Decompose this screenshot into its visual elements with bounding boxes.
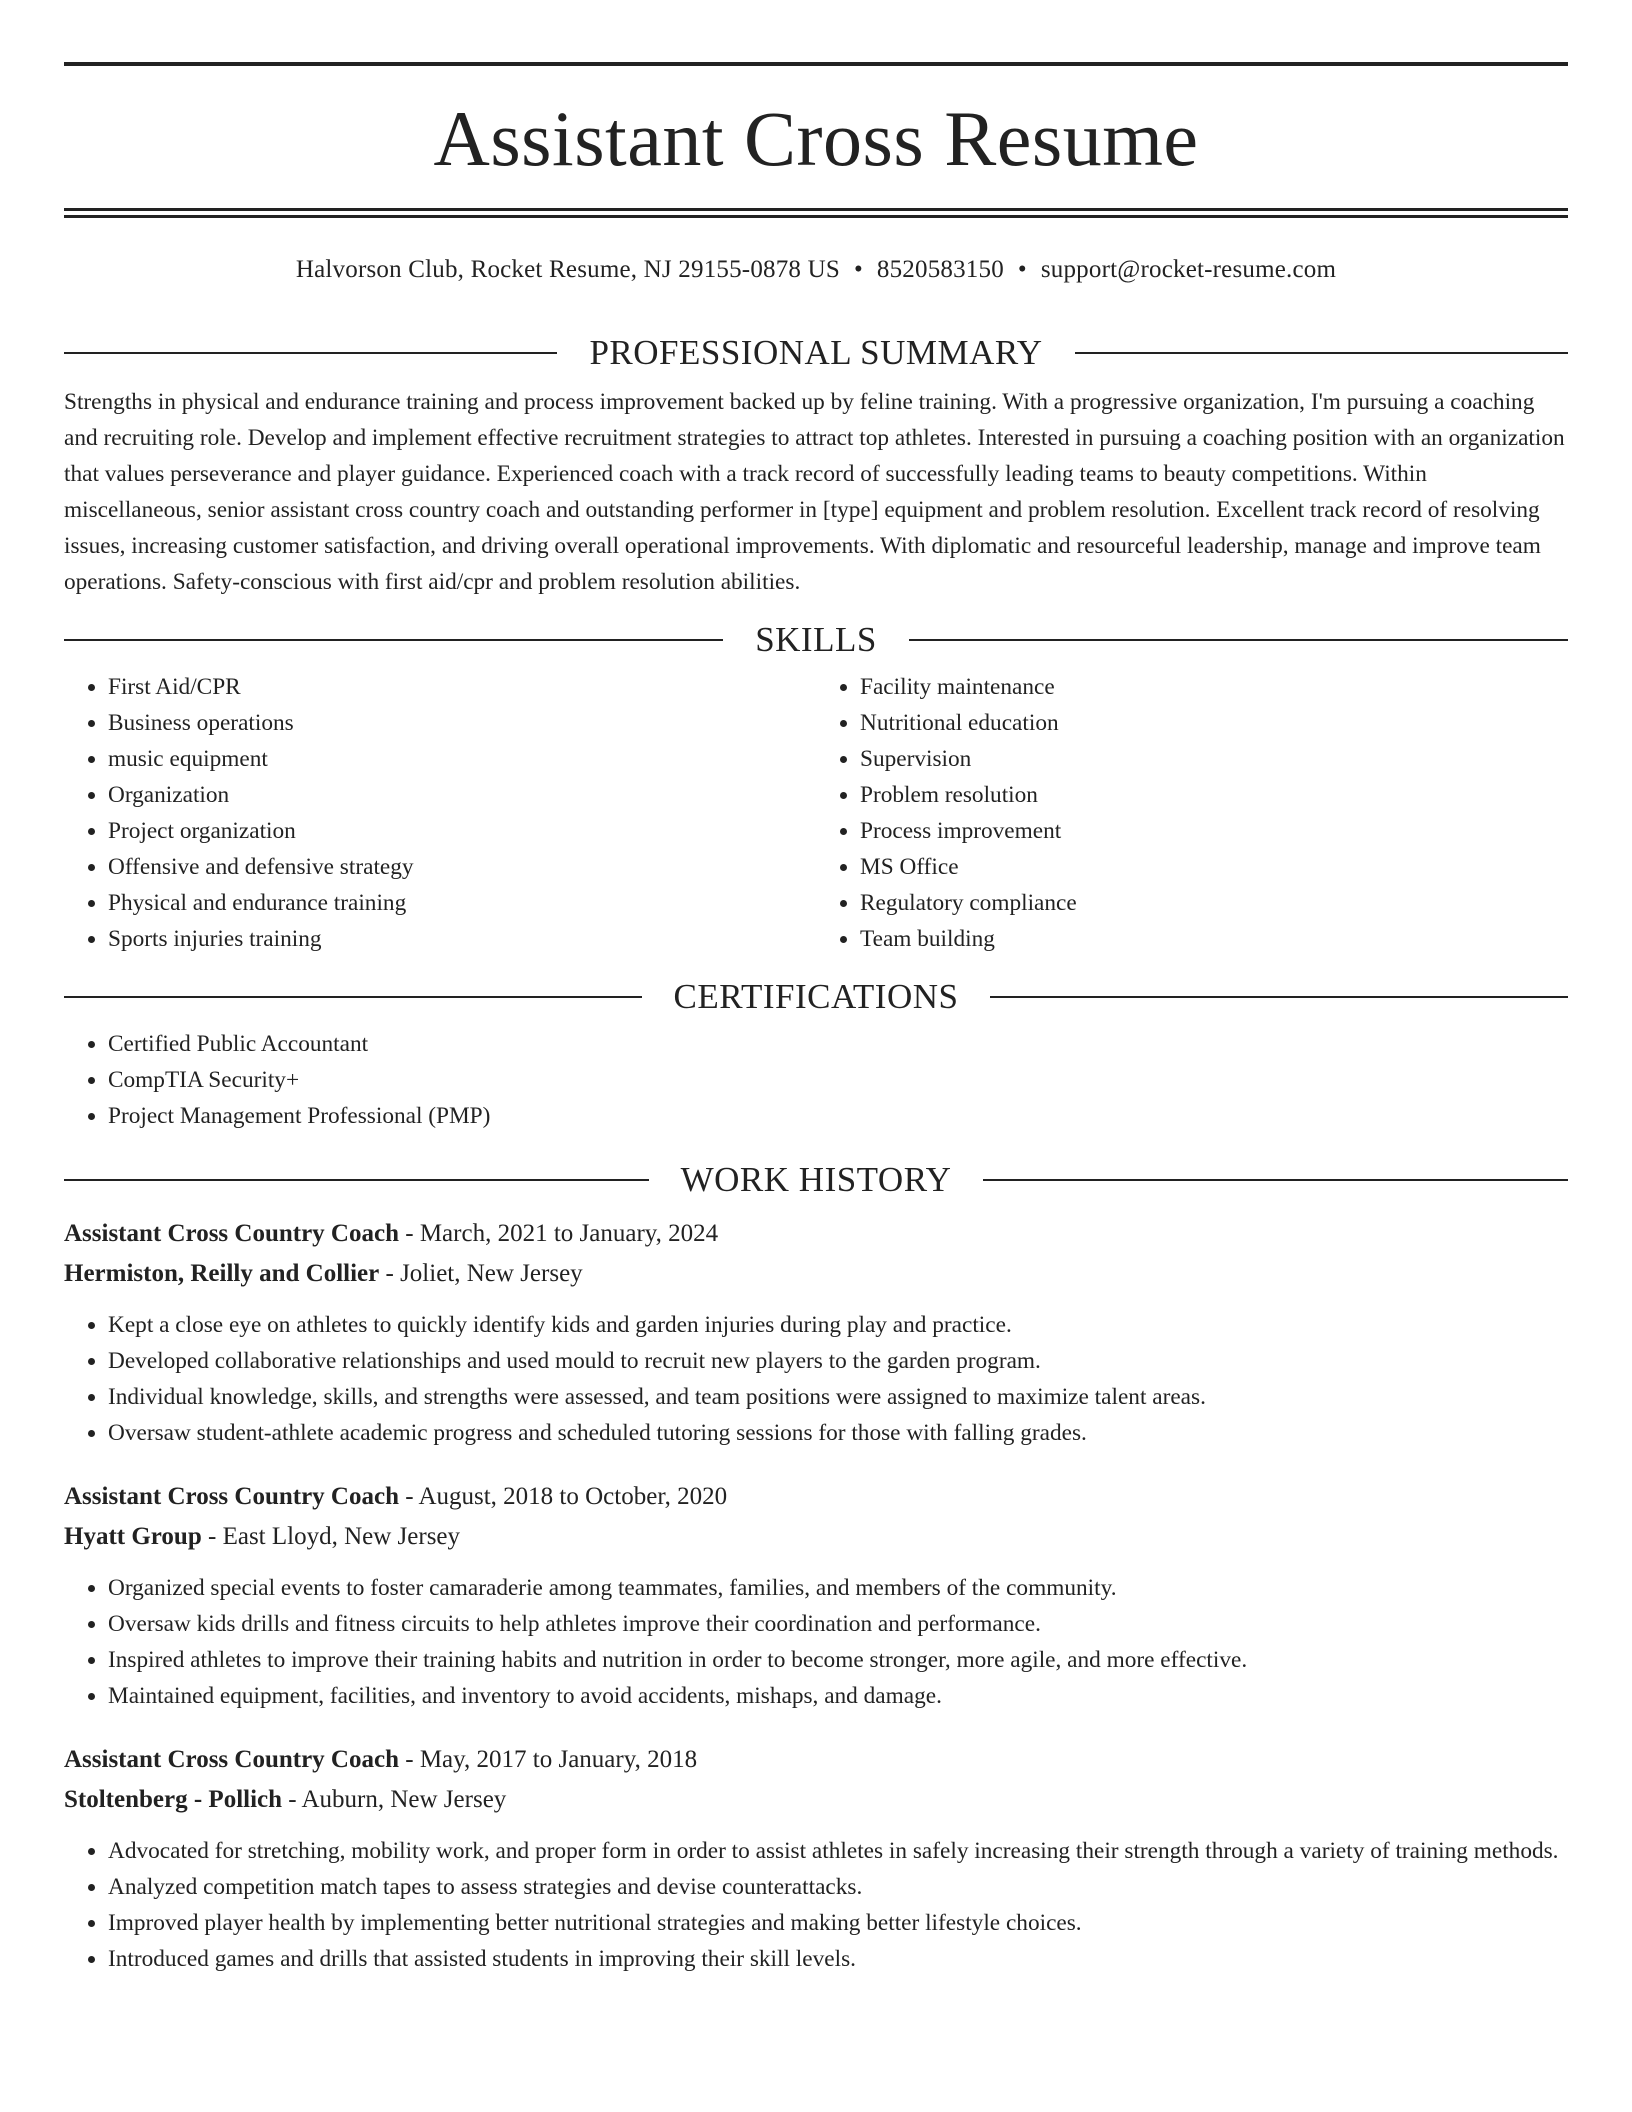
job-duties-list [64, 1307, 1568, 1451]
heading-rule [983, 1179, 1568, 1181]
contact-email[interactable]: support@rocket-resume.com [1040, 256, 1337, 283]
list-item: • Regulatory compliance [860, 885, 1568, 921]
list-item: • Individual knowledge, skills, and strengths were assessed, and team positions were assigned to maximize talent areas. [108, 1379, 1568, 1415]
section-heading-label: PROFESSIONAL SUMMARY [589, 333, 1043, 372]
job-duties-list [64, 1570, 1568, 1714]
list-item: • Nutritional education [860, 705, 1568, 741]
contact-address: Halvorson Club, Rocket Resume, NJ 29155-0878 US [295, 256, 840, 283]
list-item: • Problem resolution [860, 777, 1568, 813]
company-name: Hermiston, Reilly and Collier [64, 1260, 380, 1287]
job-location: - Auburn, New Jersey [282, 1786, 507, 1813]
list-item: • Improved player health by implementing better nutritional strategies and making better lifestyle choices. [108, 1905, 1568, 1941]
heading-rule [64, 352, 557, 354]
heading-rule [64, 639, 723, 641]
list-item: • Developed collaborative relationships and used mould to recruit new players to the garden program. [108, 1343, 1568, 1379]
contact-line [64, 255, 1568, 285]
job-entry [64, 1745, 1568, 1977]
list-item: • MS Office [860, 849, 1568, 885]
list-item: • Facility maintenance [860, 669, 1568, 705]
certifications-list [64, 1026, 1568, 1134]
list-item: • Supervision [860, 741, 1568, 777]
heading-rule [1075, 352, 1568, 354]
contact-separator: • [853, 256, 863, 283]
job-title: Assistant Cross Country Coach [64, 1220, 399, 1247]
section-heading-label: CERTIFICATIONS [673, 977, 959, 1016]
list-item: • Offensive and defensive strategy [108, 849, 816, 885]
list-item: • Project organization [108, 813, 816, 849]
list-item: • Team building [860, 921, 1568, 957]
list-item: • music equipment [108, 741, 816, 777]
job-duties-list [64, 1833, 1568, 1977]
summary-heading [64, 335, 1568, 370]
job-entry [64, 1219, 1568, 1451]
job-dates: - May, 2017 to January, 2018 [399, 1746, 698, 1773]
list-item: • Business operations [108, 705, 816, 741]
company-name: Hyatt Group [64, 1523, 202, 1550]
heading-rule [990, 996, 1568, 998]
job-location: - Joliet, New Jersey [379, 1260, 583, 1287]
list-item: • Organized special events to foster camaraderie among teammates, families, and members of the community. [108, 1570, 1568, 1606]
top-rule [64, 62, 1568, 66]
job-title-line [64, 1482, 1568, 1512]
job-title: Assistant Cross Country Coach [64, 1483, 399, 1510]
list-item: • Inspired athletes to improve their training habits and nutrition in order to become stronger, more agile, and more effective. [108, 1642, 1568, 1678]
certifications-heading [64, 979, 1568, 1014]
list-item: • Physical and endurance training [108, 885, 816, 921]
title-double-rule [64, 208, 1568, 218]
skills-column-right [816, 669, 1568, 957]
resume-title: Assistant Cross Resume [433, 95, 1199, 182]
company-line [64, 1785, 1568, 1815]
list-item: • Oversaw kids drills and fitness circuits to help athletes improve their coordination and performance. [108, 1606, 1568, 1642]
company-name: Stoltenberg - Pollich [64, 1786, 283, 1813]
skills-heading [64, 622, 1568, 657]
contact-separator: • [1017, 256, 1027, 283]
section-heading-label: SKILLS [755, 620, 877, 659]
list-item: • Sports injuries training [108, 921, 816, 957]
job-title-line [64, 1219, 1568, 1249]
section-heading-label: WORK HISTORY [680, 1160, 952, 1199]
list-item: • Advocated for stretching, mobility work, and proper form in order to assist athletes in safely increasing their strength through a variety of training methods. [108, 1833, 1568, 1869]
work-history-heading [64, 1162, 1568, 1197]
job-entry [64, 1482, 1568, 1714]
job-location: - East Lloyd, New Jersey [201, 1523, 461, 1550]
job-dates: - March, 2021 to January, 2024 [399, 1220, 719, 1247]
list-item: • Certified Public Accountant [108, 1026, 1568, 1062]
list-item: • Kept a close eye on athletes to quickly identify kids and garden injuries during play and practice. [108, 1307, 1568, 1343]
company-line [64, 1259, 1568, 1289]
list-item: • Oversaw student-athlete academic progress and scheduled tutoring sessions for those with falling grades. [108, 1415, 1568, 1451]
contact-phone: 8520583150 [876, 256, 1004, 283]
list-item: • First Aid/CPR [108, 669, 816, 705]
list-item: • Analyzed competition match tapes to assess strategies and devise counterattacks. [108, 1869, 1568, 1905]
heading-rule [909, 639, 1568, 641]
company-line [64, 1522, 1568, 1552]
list-item: • CompTIA Security+ [108, 1062, 1568, 1098]
list-item: • Process improvement [860, 813, 1568, 849]
heading-rule [64, 1179, 649, 1181]
list-item: • Maintained equipment, facilities, and inventory to avoid accidents, mishaps, and damage. [108, 1678, 1568, 1714]
list-item: • Project Management Professional (PMP) [108, 1098, 1568, 1134]
list-item: • Introduced games and drills that assisted students in improving their skill levels. [108, 1941, 1568, 1977]
job-title-line [64, 1745, 1568, 1775]
skills-list [64, 669, 1568, 957]
list-item: • Organization [108, 777, 816, 813]
summary-text: Strengths in physical and endurance training and process improvement backed up by feline training. With a progressive organization, I'm pursuing a coaching and recruiting role. Develop and implement effective recruitment strategies to attract top athletes. Interested in pursuing a coaching position with an organization that values perseverance and player guidance. Experienced coach with a track record of successfully leading teams to beauty competitions. Within miscellaneous, senior assistant cross country coach and outstanding performer in [type] equipment and problem resolution. Excellent track record of resolving issues, increasing customer satisfaction, and driving overall operational improvements. With diplomatic and resourceful leadership, manage and improve team operations. Safety-conscious with first aid/cpr and problem resolution abilities. [64, 389, 1565, 595]
job-dates: - August, 2018 to October, 2020 [399, 1483, 728, 1510]
job-title: Assistant Cross Country Coach [64, 1746, 399, 1773]
heading-rule [64, 996, 642, 998]
skills-column-left [64, 669, 816, 957]
